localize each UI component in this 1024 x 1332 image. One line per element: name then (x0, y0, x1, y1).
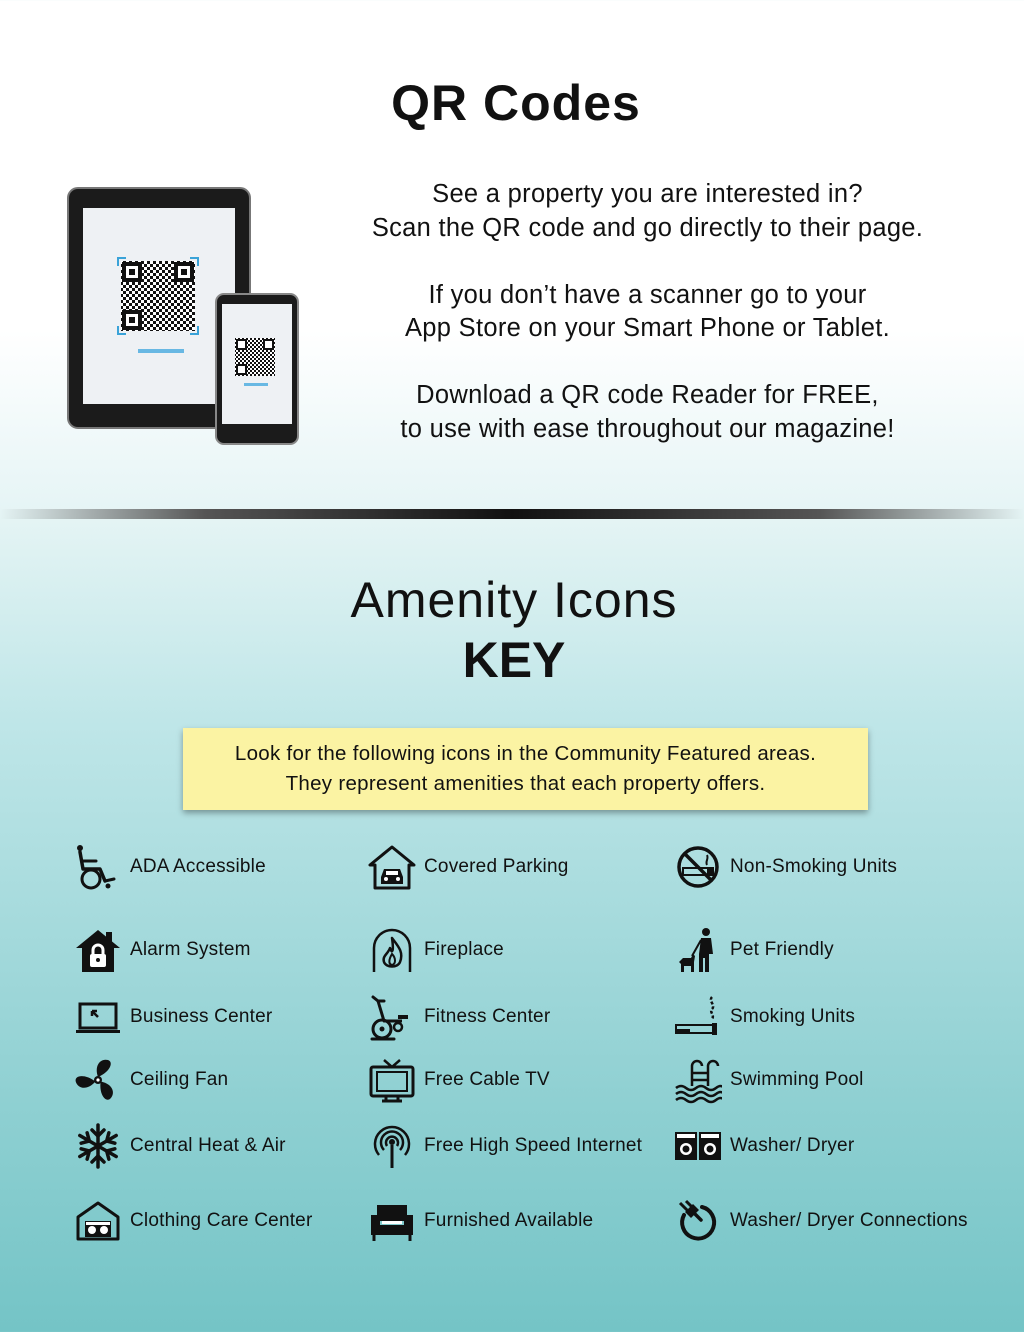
pool-icon (674, 1056, 722, 1104)
fan-icon (74, 1056, 122, 1104)
amenity-label: Alarm System (130, 939, 251, 960)
amenity-label: Pet Friendly (730, 939, 834, 960)
amenity-label: Washer/ Dryer Connections (730, 1210, 968, 1231)
plug-icon (674, 1197, 722, 1245)
amenity-ada-accessible (74, 842, 266, 892)
amenity-furnished-available (368, 1196, 593, 1246)
fireplace-icon (368, 926, 416, 974)
house-lock-icon (74, 926, 122, 974)
snowflake-icon (74, 1122, 122, 1170)
instruction-paragraph: Download a QR code Reader for FREE, to use with ease throughout our magazine! (400, 381, 895, 443)
exercise-bike-icon (368, 993, 416, 1041)
amenity-covered-parking (368, 842, 569, 892)
wheelchair-icon (74, 843, 122, 891)
amenity-non-smoking-units (674, 842, 897, 892)
amenity-label: Central Heat & Air (130, 1135, 286, 1156)
tv-icon (368, 1056, 416, 1104)
wifi-antenna-icon (368, 1122, 416, 1170)
amenity-label: Clothing Care Center (130, 1210, 313, 1231)
amenity-label: Washer/ Dryer (730, 1135, 855, 1156)
amenity-fitness-center (368, 992, 550, 1042)
amenity-label: ADA Accessible (130, 856, 266, 877)
amenity-washer-dryer (674, 1121, 854, 1171)
amenity-washer-dryer-connections (674, 1196, 968, 1246)
amenity-swimming-pool (674, 1055, 864, 1105)
key-title: KEY (462, 632, 566, 688)
qr-codes-title: QR Codes (391, 75, 641, 131)
amenity-business-center (74, 992, 272, 1042)
no-smoking-icon (674, 843, 722, 891)
tablet-phone-qr-illustration (66, 186, 306, 448)
amenity-label: Furnished Available (424, 1210, 594, 1231)
sofa-icon (368, 1197, 416, 1245)
amenity-ceiling-fan (74, 1055, 228, 1105)
laundry-building-icon (74, 1197, 122, 1245)
cigarette-icon (674, 993, 722, 1041)
amenity-free-high-speed-internet (368, 1121, 642, 1171)
instruction-paragraph: If you don’t have a scanner go to your App Store on your Smart Phone or Tablet. (405, 280, 890, 342)
amenity-label: Fireplace (424, 939, 504, 960)
amenity-central-heat-air (74, 1121, 286, 1171)
person-dog-icon (674, 926, 722, 974)
qr-instructions (330, 178, 965, 480)
amenity-label: Business Center (130, 1006, 273, 1027)
amenity-smoking-units (674, 992, 855, 1042)
amenity-label: Covered Parking (424, 856, 569, 877)
amenity-fireplace (368, 925, 504, 975)
amenity-free-cable-tv (368, 1055, 550, 1105)
amenity-label: Swimming Pool (730, 1069, 864, 1090)
amenity-alarm-system (74, 925, 251, 975)
amenity-label: Fitness Center (424, 1006, 551, 1027)
amenity-clothing-care-center (74, 1196, 312, 1246)
section-divider (0, 509, 1024, 519)
amenity-label: Ceiling Fan (130, 1069, 229, 1090)
laptop-icon (74, 993, 122, 1041)
amenity-label: Free Cable TV (424, 1069, 550, 1090)
instruction-paragraph: See a property you are interested in? Scan the QR code and go directly to their page. (371, 180, 924, 242)
amenity-notice-box: Look for the following icons in the Community Featured areas. They represent amenities that each property offers. (183, 728, 868, 810)
washer-dryer-icon (674, 1122, 722, 1170)
amenity-label: Smoking Units (730, 1006, 856, 1027)
amenity-icons-title: Amenity Icons (350, 572, 678, 628)
amenity-label: Non-Smoking Units (730, 856, 898, 877)
amenity-label: Free High Speed Internet (424, 1135, 643, 1156)
garage-car-icon (368, 843, 416, 891)
amenity-pet-friendly (674, 925, 834, 975)
